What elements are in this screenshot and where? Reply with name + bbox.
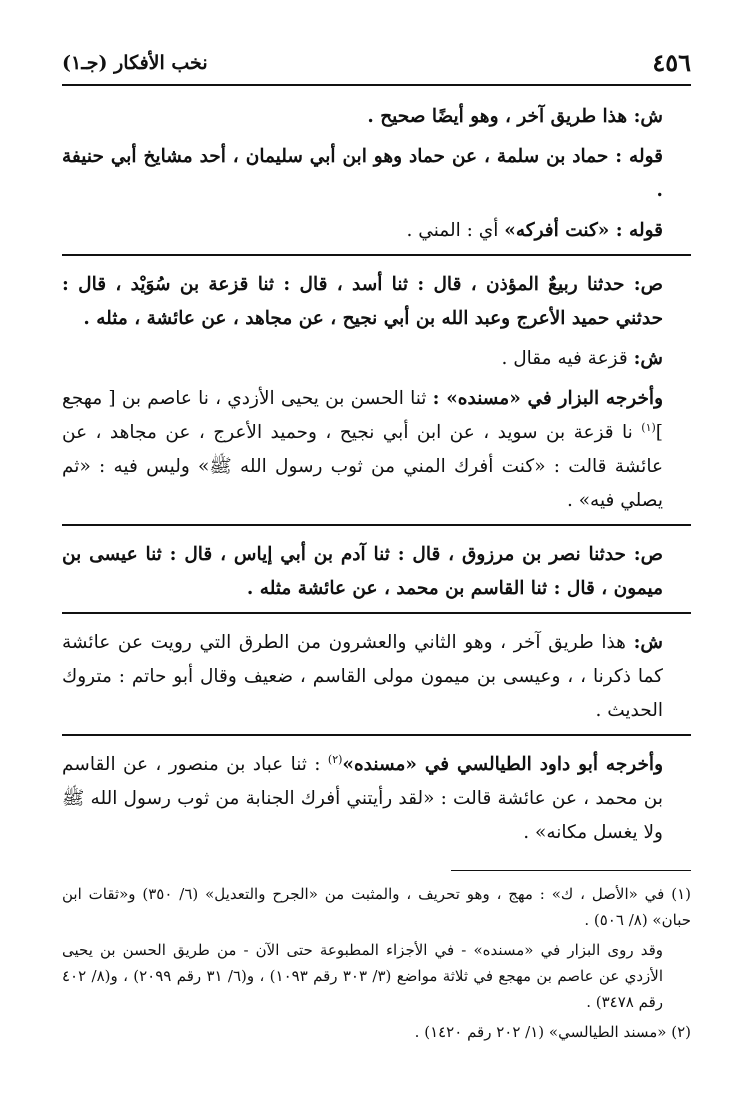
paragraph-body: حماد بن سلمة ، عن حماد وهو ابن أبي سليمان ، أحد مشايخ أبي حنيفة . [62, 146, 663, 201]
paragraph-body: حدثنا نصر بن مرزوق ، قال : ثنا آدم بن أبي إياس ، قال : ثنا عيسى بن ميمون ، قال : ثنا القاسم بن محمد ، عن عائشة مثله . [62, 544, 663, 599]
paragraph-lead: وأخرجه البزار في «مسنده» : [432, 388, 663, 409]
main-text [62, 100, 691, 1049]
paragraph-lead: ش: [633, 106, 663, 127]
footnote-1: (١) في «الأصل ، ك» : مهج ، وهو تحريف ، والمثبت من «الجرح والتعديل» (٦/ ٣٥٠) و«ثقات ابن حبان» (٨/ ٥٠٦) . [62, 885, 691, 929]
paragraph-lead: وأخرجه أبو داود الطيالسي في «مسنده» [342, 754, 663, 775]
footnote-marker[interactable]: (١) [641, 420, 656, 434]
running-title: نخب الأفكار (جـ١) [62, 52, 208, 74]
footnotes [62, 881, 691, 1045]
footnote-1-cont: وقد روى البزار في «مسنده» - في الأجزاء المطبوعة حتى الآن - من طريق الحسن بن يحيى الأزدي عن عاصم بن مهجع في ثلاثة مواضع (٣/ ٣٠٣ رقم ١٠٩٣) ، و(٦/ ٣١ رقم ٢٠٩٩) ، و(٨/ ٤٠٢ رقم ٣٤٧٨) . [62, 941, 664, 1011]
paragraph-body: هذا طريق آخر ، وهو الثاني والعشرون من الطرق التي رويت عن عائشة كما ذكرنا ، ، وعيسى بن ميمون مولى القاسم ، ضعيف وقال أبو حاتم : متروك الحديث . [62, 632, 663, 721]
paragraph-sharh-3 [62, 626, 691, 728]
paragraph-lead: ص: [633, 274, 663, 295]
section-divider [62, 612, 691, 614]
paragraph-body: قزعة فيه مقال . [501, 348, 634, 369]
section-divider [62, 254, 691, 256]
paragraph-body: أي : المني . [406, 220, 505, 241]
paragraph-body: : ثنا عباد بن منصور ، عن القاسم بن محمد ، عن عائشة قالت : «لقد رأيتني أفرك الجنابة من ثوب رسول الله ﷺ ولا يغسل مكانه» . [62, 754, 663, 843]
paragraph-body: حدثنا ربيعٌ المؤذن ، قال : ثنا أسد ، قال : ثنا قزعة بن سُوَيْد ، قال : حدثني حميد الأعرج وعبد الله بن أبي نجيح ، عن مجاهد ، عن عائشة ، مثله . [62, 274, 663, 329]
page-number: ٤٥٦ [652, 48, 691, 77]
paragraph-body-cont: نا قزعة بن سويد ، عن ابن أبي نجيح ، وحميد الأعرج ، عن مجاهد ، عن عائشة قالت : «كنت أفرك المني من ثوب رسول الله ﷺ» وليس فيه : «ثم يصلي فيه» . [62, 422, 663, 511]
paragraph-sharh-2 [62, 342, 691, 376]
paragraph-tayalisi [62, 748, 691, 850]
page-header [62, 44, 691, 86]
paragraph-qawluhu-2 [62, 214, 691, 248]
paragraph-qawluhu-1 [62, 140, 691, 208]
paragraph-body: هذا طريق آخر ، وهو أيضًا صحيح . [367, 106, 634, 127]
paragraph-lead: ش: [633, 632, 663, 653]
paragraph-lead: ش: [633, 348, 663, 369]
footnote-marker[interactable]: (٢) [327, 752, 343, 766]
paragraph-bazzar [62, 382, 691, 518]
footnote-separator [451, 870, 691, 871]
paragraph-lead: قوله : [615, 146, 663, 167]
footnote-2: (٢) «مسند الطيالسي» (١/ ٢٠٢ رقم ١٤٢٠) . [414, 1023, 691, 1041]
paragraph-body: ثنا الحسن بن يحيى الأزدي ، نا عاصم بن [ مهجع ] [62, 388, 663, 443]
section-divider [62, 524, 691, 526]
paragraph-lead: ص: [633, 544, 663, 565]
paragraph-lead: قوله : «كنت أفركه» [504, 220, 663, 241]
paragraph-sharh-1 [62, 100, 691, 134]
paragraph-sad-2 [62, 538, 691, 606]
paragraph-sad-1 [62, 268, 691, 336]
section-divider [62, 734, 691, 736]
